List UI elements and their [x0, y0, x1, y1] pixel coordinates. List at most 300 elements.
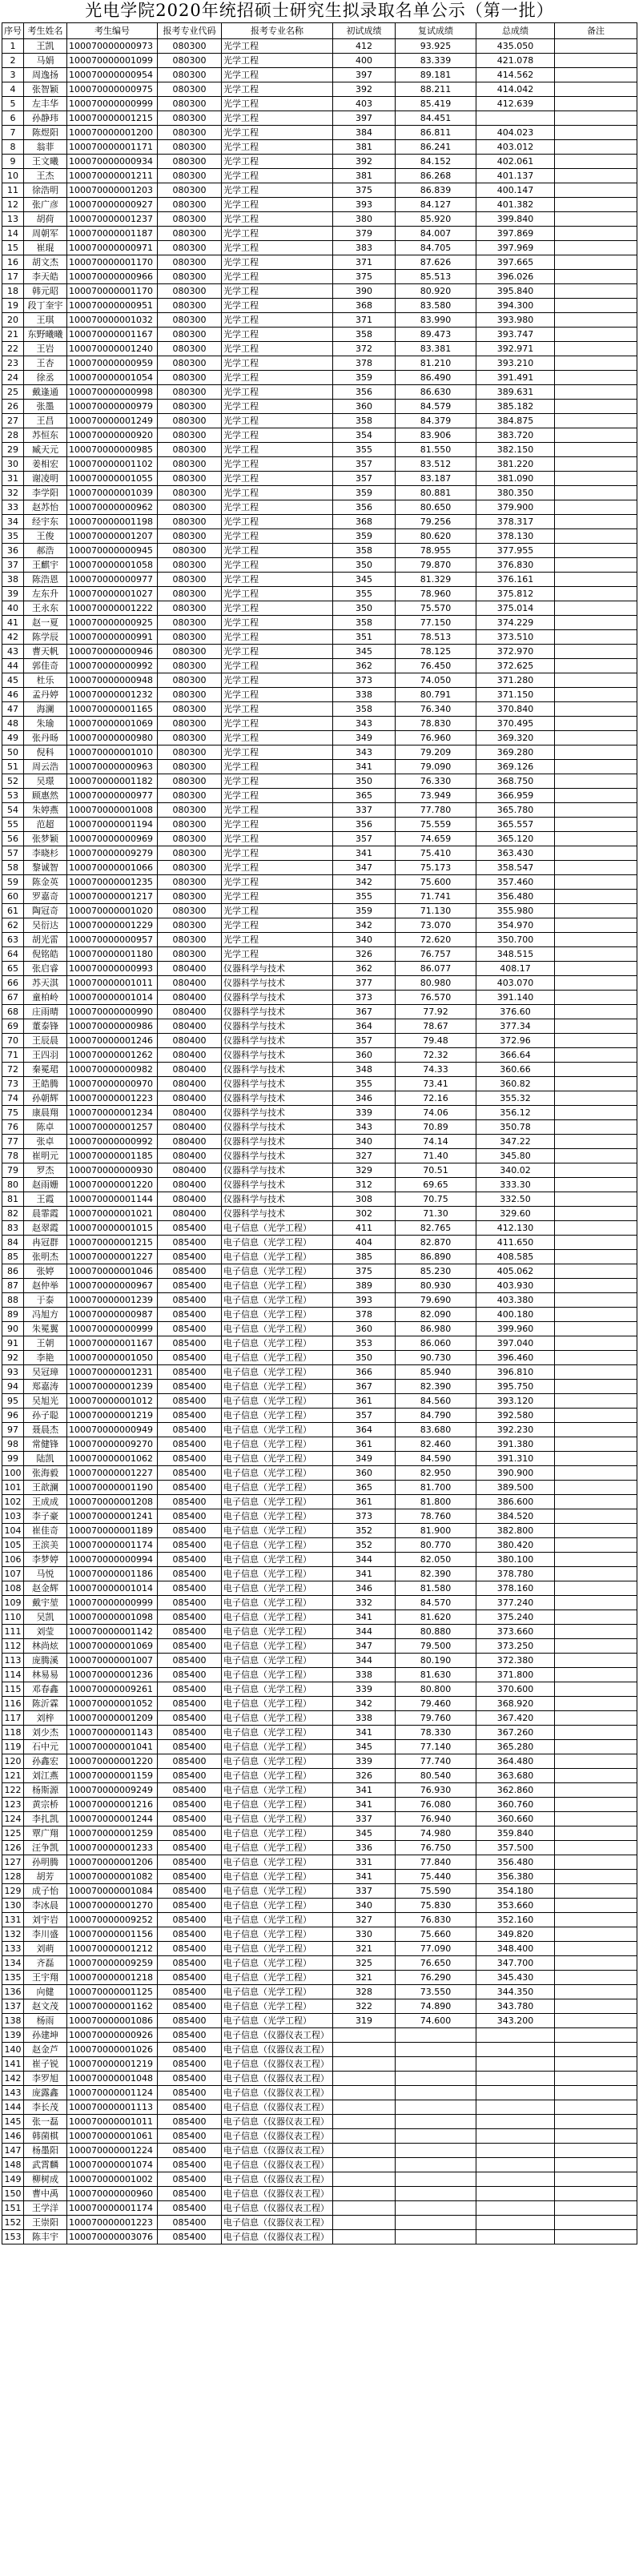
- row-seq: 67: [2, 991, 24, 1005]
- row-total-score: 384.520: [476, 1509, 555, 1524]
- row-major-name: 电子信息（光学工程）: [222, 1668, 333, 1682]
- table-row: [2, 1495, 637, 1509]
- row-total-score: 340.02: [476, 1163, 555, 1178]
- row-remark: [555, 875, 637, 890]
- row-major-name: 仪器科学与技术: [222, 1091, 333, 1106]
- row-exam-id: 100070000000951: [67, 299, 158, 313]
- row-exam-id: 100070000001207: [67, 529, 158, 544]
- row-total-score: 392.230: [476, 1423, 555, 1437]
- row-remark: [555, 1091, 637, 1106]
- row-major-name: 电子信息（仪器仪表工程）: [222, 2057, 333, 2072]
- row-initial-score: 340: [333, 1899, 396, 1913]
- row-major-code: 080300: [158, 890, 222, 904]
- row-remark: [555, 1409, 637, 1423]
- row-name: 吴衍达: [24, 918, 67, 933]
- row-retest-score: 74.600: [396, 2014, 476, 2028]
- row-remark: [555, 457, 637, 472]
- row-exam-id: 100070000000946: [67, 645, 158, 659]
- row-retest-score: 82.050: [396, 1553, 476, 1567]
- row-exam-id: 100070000001227: [67, 1250, 158, 1264]
- table-row: [2, 68, 637, 82]
- row-total-score: 355.980: [476, 904, 555, 918]
- table-row: [2, 1005, 637, 1019]
- row-retest-score: 69.65: [396, 1178, 476, 1192]
- row-exam-id: 100070000000920: [67, 428, 158, 443]
- row-remark: [555, 2230, 637, 2244]
- row-major-code: 080300: [158, 68, 222, 82]
- table-row: [2, 428, 637, 443]
- row-major-code: 080300: [158, 861, 222, 875]
- row-exam-id: 100070000001180: [67, 947, 158, 962]
- row-major-name: 仪器科学与技术: [222, 1063, 333, 1077]
- table-row: [2, 1754, 637, 1769]
- table-row: [2, 2129, 637, 2144]
- row-remark: [555, 1740, 637, 1754]
- row-name: 崔佳奇: [24, 1524, 67, 1538]
- row-retest-score: [396, 2100, 476, 2115]
- row-major-code: 085400: [158, 1899, 222, 1913]
- row-initial-score: 362: [333, 659, 396, 673]
- row-initial-score: 384: [333, 126, 396, 140]
- row-retest-score: 85.419: [396, 97, 476, 111]
- row-total-score: 401.382: [476, 198, 555, 212]
- table-row: [2, 1985, 637, 1999]
- row-name: 冉冠群: [24, 1236, 67, 1250]
- header-row: [2, 23, 637, 39]
- row-major-code: 085400: [158, 1625, 222, 1639]
- row-exam-id: 100070000001249: [67, 414, 158, 428]
- row-retest-score: 73.41: [396, 1077, 476, 1091]
- row-major-name: 光学工程: [222, 385, 333, 400]
- row-seq: 150: [2, 2187, 24, 2201]
- row-seq: 118: [2, 1726, 24, 1740]
- header-retest-score: 复试成绩: [396, 23, 476, 39]
- row-major-name: 光学工程: [222, 111, 333, 126]
- row-remark: [555, 1279, 637, 1293]
- row-name: 徐丞: [24, 371, 67, 385]
- row-major-name: 光学工程: [222, 673, 333, 688]
- row-remark: [555, 1135, 637, 1149]
- row-total-score: 357.500: [476, 1841, 555, 1855]
- row-remark: [555, 1005, 637, 1019]
- table-row: [2, 1899, 637, 1913]
- row-exam-id: 100070000001262: [67, 1048, 158, 1063]
- table-row: [2, 1437, 637, 1452]
- row-seq: 82: [2, 1207, 24, 1221]
- row-exam-id: 100070000001219: [67, 2057, 158, 2072]
- row-name: 张智颖: [24, 82, 67, 97]
- row-retest-score: [396, 2115, 476, 2129]
- row-remark: [555, 328, 637, 342]
- row-seq: 74: [2, 1091, 24, 1106]
- row-seq: 128: [2, 1870, 24, 1884]
- row-major-code: 080300: [158, 933, 222, 947]
- row-retest-score: 80.770: [396, 1538, 476, 1553]
- row-major-code: 080300: [158, 731, 222, 745]
- row-initial-score: 351: [333, 630, 396, 645]
- row-seq: 103: [2, 1509, 24, 1524]
- table-row: [2, 1192, 637, 1207]
- row-major-name: 光学工程: [222, 284, 333, 299]
- row-name: 王歆澜: [24, 1481, 67, 1495]
- row-remark: [555, 1999, 637, 2014]
- row-retest-score: 71.30: [396, 1207, 476, 1221]
- row-retest-score: 76.757: [396, 947, 476, 962]
- row-exam-id: 100070000001002: [67, 2172, 158, 2187]
- row-major-name: 电子信息（光学工程）: [222, 1754, 333, 1769]
- row-exam-id: 100070000000987: [67, 1308, 158, 1322]
- row-major-code: 085400: [158, 2072, 222, 2086]
- row-remark: [555, 918, 637, 933]
- row-remark: [555, 270, 637, 284]
- row-major-name: 仪器科学与技术: [222, 1207, 333, 1221]
- row-seq: 5: [2, 97, 24, 111]
- row-retest-score: 79.256: [396, 515, 476, 529]
- row-major-code: 085400: [158, 2014, 222, 2028]
- row-retest-score: 74.33: [396, 1063, 476, 1077]
- row-remark: [555, 1351, 637, 1365]
- row-retest-score: 76.570: [396, 991, 476, 1005]
- row-exam-id: 100070000001032: [67, 313, 158, 328]
- row-total-score: 395.750: [476, 1380, 555, 1394]
- row-total-score: 381.220: [476, 457, 555, 472]
- row-total-score: 364.480: [476, 1754, 555, 1769]
- row-exam-id: 100070000000991: [67, 630, 158, 645]
- row-total-score: 373.660: [476, 1625, 555, 1639]
- table-row: [2, 2014, 637, 2028]
- table-row: [2, 39, 637, 54]
- row-initial-score: 349: [333, 1452, 396, 1466]
- row-initial-score: 373: [333, 991, 396, 1005]
- row-name: 陈丰宇: [24, 2230, 67, 2244]
- table-row: [2, 1250, 637, 1264]
- table-row: [2, 1538, 637, 1553]
- row-total-score: 392.580: [476, 1409, 555, 1423]
- row-retest-score: 70.51: [396, 1163, 476, 1178]
- row-initial-score: 341: [333, 1610, 396, 1625]
- row-seq: 145: [2, 2115, 24, 2129]
- row-remark: [555, 573, 637, 587]
- row-initial-score: 341: [333, 1726, 396, 1740]
- row-initial-score: 359: [333, 371, 396, 385]
- row-retest-score: 84.451: [396, 111, 476, 126]
- row-retest-score: 80.881: [396, 486, 476, 500]
- row-seq: 110: [2, 1610, 24, 1625]
- row-remark: [555, 1553, 637, 1567]
- row-total-score: 378.130: [476, 529, 555, 544]
- row-remark: [555, 255, 637, 270]
- row-initial-score: 337: [333, 1812, 396, 1827]
- row-major-name: 光学工程: [222, 818, 333, 832]
- table-row: [2, 962, 637, 976]
- table-row: [2, 544, 637, 558]
- row-total-score: 411.650: [476, 1236, 555, 1250]
- row-remark: [555, 1308, 637, 1322]
- row-remark: [555, 1293, 637, 1308]
- row-name: 陈煜阳: [24, 126, 67, 140]
- table-row: [2, 284, 637, 299]
- row-total-score: 352.160: [476, 1913, 555, 1927]
- row-major-code: 080300: [158, 832, 222, 846]
- row-retest-score: [396, 2144, 476, 2158]
- row-total-score: 360.82: [476, 1077, 555, 1091]
- row-remark: [555, 601, 637, 616]
- row-retest-score: 79.48: [396, 1034, 476, 1048]
- row-exam-id: 100070000001010: [67, 745, 158, 760]
- row-name: 王霞: [24, 1192, 67, 1207]
- row-name: 曹中禹: [24, 2187, 67, 2201]
- row-name: 王杰: [24, 169, 67, 183]
- row-retest-score: 75.660: [396, 1927, 476, 1942]
- row-initial-score: 365: [333, 1481, 396, 1495]
- row-total-score: 397.969: [476, 241, 555, 255]
- row-total-score: 380.420: [476, 1538, 555, 1553]
- row-initial-score: 338: [333, 688, 396, 702]
- row-major-code: 080400: [158, 1178, 222, 1192]
- row-initial-score: 397: [333, 68, 396, 82]
- row-name: 李长茂: [24, 2100, 67, 2115]
- row-exam-id: 100070000000977: [67, 789, 158, 803]
- row-major-code: 085400: [158, 1711, 222, 1726]
- row-name: 朱婷燕: [24, 803, 67, 818]
- table-row: [2, 1149, 637, 1163]
- row-exam-id: 100070000001206: [67, 1855, 158, 1870]
- table-row: [2, 1409, 637, 1423]
- row-major-code: 080300: [158, 212, 222, 227]
- table-row: [2, 947, 637, 962]
- row-major-name: 电子信息（光学工程）: [222, 1495, 333, 1509]
- row-retest-score: 80.980: [396, 976, 476, 991]
- row-initial-score: 412: [333, 39, 396, 54]
- row-remark: [555, 774, 637, 789]
- table-row: [2, 1178, 637, 1192]
- row-retest-score: 75.559: [396, 818, 476, 832]
- table-row: [2, 183, 637, 198]
- row-seq: 18: [2, 284, 24, 299]
- row-total-score: 376.830: [476, 558, 555, 573]
- row-major-name: 光学工程: [222, 169, 333, 183]
- row-remark: [555, 371, 637, 385]
- row-major-code: 080300: [158, 140, 222, 155]
- row-major-code: 085400: [158, 1250, 222, 1264]
- row-name: 赵雨姗: [24, 1178, 67, 1192]
- row-seq: 133: [2, 1942, 24, 1956]
- row-major-name: 电子信息（光学工程）: [222, 1697, 333, 1711]
- row-major-code: 085400: [158, 1942, 222, 1956]
- row-seq: 51: [2, 760, 24, 774]
- row-retest-score: [396, 2158, 476, 2172]
- row-retest-score: 86.241: [396, 140, 476, 155]
- row-seq: 94: [2, 1380, 24, 1394]
- row-initial-score: 330: [333, 1927, 396, 1942]
- row-remark: [555, 1120, 637, 1135]
- row-initial-score: 302: [333, 1207, 396, 1221]
- row-total-score: 374.229: [476, 616, 555, 630]
- row-exam-id: 100070000001069: [67, 1639, 158, 1654]
- row-name: 姜相宏: [24, 457, 67, 472]
- row-name: 李子豪: [24, 1509, 67, 1524]
- row-initial-score: 353: [333, 1336, 396, 1351]
- row-major-name: 电子信息（光学工程）: [222, 1798, 333, 1812]
- row-major-code: 085400: [158, 1264, 222, 1279]
- row-seq: 84: [2, 1236, 24, 1250]
- row-name: 周朝军: [24, 227, 67, 241]
- row-seq: 49: [2, 731, 24, 745]
- row-remark: [555, 1077, 637, 1091]
- row-initial-score: 327: [333, 1149, 396, 1163]
- row-name: 齐磊: [24, 1956, 67, 1971]
- row-retest-score: 83.187: [396, 472, 476, 486]
- row-initial-score: 345: [333, 1827, 396, 1841]
- row-name: 左丰华: [24, 97, 67, 111]
- row-name: 王凯: [24, 39, 67, 54]
- row-exam-id: 100070000001165: [67, 702, 158, 717]
- row-major-code: 080300: [158, 313, 222, 328]
- row-name: 晨霏霞: [24, 1207, 67, 1221]
- row-name: 李晓杉: [24, 846, 67, 861]
- table-row: [2, 54, 637, 68]
- row-major-code: 085400: [158, 2057, 222, 2072]
- row-major-name: 电子信息（仪器仪表工程）: [222, 2144, 333, 2158]
- row-total-score: 367.260: [476, 1726, 555, 1740]
- row-exam-id: 100070000000975: [67, 82, 158, 97]
- row-major-code: 080400: [158, 1077, 222, 1091]
- row-retest-score: 70.75: [396, 1192, 476, 1207]
- row-total-score: 350.700: [476, 933, 555, 947]
- row-exam-id: 100070000001187: [67, 227, 158, 241]
- row-initial-score: 341: [333, 1567, 396, 1581]
- row-name: 李罗旭: [24, 2072, 67, 2086]
- table-row: [2, 111, 637, 126]
- row-name: 赵一夏: [24, 616, 67, 630]
- row-major-code: 085400: [158, 1870, 222, 1884]
- row-major-name: 光学工程: [222, 731, 333, 745]
- row-total-score: [476, 2172, 555, 2187]
- row-retest-score: 79.460: [396, 1697, 476, 1711]
- row-name: 孙建坤: [24, 2028, 67, 2043]
- row-name: 张卓: [24, 1135, 67, 1149]
- admission-table: [2, 22, 637, 2244]
- row-major-name: 光学工程: [222, 587, 333, 601]
- row-retest-score: 78.960: [396, 587, 476, 601]
- row-seq: 71: [2, 1048, 24, 1063]
- row-retest-score: 88.211: [396, 82, 476, 97]
- row-exam-id: 100070000001062: [67, 1452, 158, 1466]
- row-total-score: [476, 2100, 555, 2115]
- row-seq: 137: [2, 1999, 24, 2014]
- row-exam-id: 100070000000925: [67, 616, 158, 630]
- row-remark: [555, 789, 637, 803]
- row-major-name: 电子信息（光学工程）: [222, 1610, 333, 1625]
- row-retest-score: 75.590: [396, 1884, 476, 1899]
- row-initial-score: 344: [333, 1625, 396, 1639]
- row-exam-id: 100070000001190: [67, 1481, 158, 1495]
- row-total-score: [476, 2028, 555, 2043]
- row-exam-id: 100070000001074: [67, 2158, 158, 2172]
- row-total-score: 350.78: [476, 1120, 555, 1135]
- row-major-code: 085400: [158, 1884, 222, 1899]
- row-initial-score: 368: [333, 515, 396, 529]
- row-major-name: 电子信息（光学工程）: [222, 1553, 333, 1567]
- row-exam-id: 100070000001048: [67, 2072, 158, 2086]
- row-initial-score: [333, 2158, 396, 2172]
- table-row: [2, 1063, 637, 1077]
- row-seq: 91: [2, 1336, 24, 1351]
- row-major-code: 085400: [158, 1365, 222, 1380]
- row-major-name: 仪器科学与技术: [222, 1178, 333, 1192]
- row-total-score: 347.700: [476, 1956, 555, 1971]
- row-major-code: 080300: [158, 904, 222, 918]
- row-exam-id: 100070000001236: [67, 1668, 158, 1682]
- row-remark: [555, 414, 637, 428]
- row-major-code: 080300: [158, 573, 222, 587]
- row-major-name: 光学工程: [222, 616, 333, 630]
- row-name: 王杏: [24, 356, 67, 371]
- row-remark: [555, 1063, 637, 1077]
- row-initial-score: 327: [333, 1913, 396, 1927]
- table-row: [2, 212, 637, 227]
- row-seq: 75: [2, 1106, 24, 1120]
- row-retest-score: [396, 2072, 476, 2086]
- row-retest-score: [396, 2043, 476, 2057]
- row-remark: [555, 1336, 637, 1351]
- row-exam-id: 100070000000982: [67, 1063, 158, 1077]
- table-row: [2, 2057, 637, 2072]
- row-initial-score: 411: [333, 1221, 396, 1236]
- row-major-name: 电子信息（仪器仪表工程）: [222, 2172, 333, 2187]
- row-exam-id: 100070000001223: [67, 2216, 158, 2230]
- row-remark: [555, 1884, 637, 1899]
- row-major-name: 光学工程: [222, 789, 333, 803]
- row-major-name: 光学工程: [222, 371, 333, 385]
- row-exam-id: 100070000000957: [67, 933, 158, 947]
- row-total-score: 371.150: [476, 688, 555, 702]
- row-major-name: 光学工程: [222, 774, 333, 789]
- row-initial-score: 308: [333, 1192, 396, 1207]
- row-major-name: 电子信息（光学工程）: [222, 1538, 333, 1553]
- row-major-code: 085400: [158, 1380, 222, 1394]
- table-row: [2, 918, 637, 933]
- row-major-code: 080400: [158, 1207, 222, 1221]
- row-major-code: 085400: [158, 1336, 222, 1351]
- row-remark: [555, 1394, 637, 1409]
- row-major-name: 电子信息（光学工程）: [222, 1625, 333, 1639]
- row-exam-id: 100070000000945: [67, 544, 158, 558]
- row-name: 崔子锐: [24, 2057, 67, 2072]
- row-major-code: 085400: [158, 1437, 222, 1452]
- row-name: 王麒宇: [24, 558, 67, 573]
- row-major-name: 光学工程: [222, 241, 333, 255]
- row-remark: [555, 2129, 637, 2144]
- table-row: [2, 227, 637, 241]
- row-initial-score: 357: [333, 1409, 396, 1423]
- row-major-name: 电子信息（光学工程）: [222, 1841, 333, 1855]
- row-major-code: 085400: [158, 1668, 222, 1682]
- row-initial-score: 366: [333, 1365, 396, 1380]
- row-retest-score: 79.090: [396, 760, 476, 774]
- row-total-score: 435.050: [476, 39, 555, 54]
- row-major-code: 085400: [158, 1783, 222, 1798]
- row-total-score: 354.970: [476, 918, 555, 933]
- row-retest-score: 85.513: [396, 270, 476, 284]
- row-initial-score: 383: [333, 241, 396, 255]
- row-major-name: 光学工程: [222, 198, 333, 212]
- row-initial-score: 331: [333, 1855, 396, 1870]
- row-retest-score: 78.125: [396, 645, 476, 659]
- row-initial-score: 350: [333, 558, 396, 573]
- row-major-name: 电子信息（光学工程）: [222, 1596, 333, 1610]
- row-remark: [555, 126, 637, 140]
